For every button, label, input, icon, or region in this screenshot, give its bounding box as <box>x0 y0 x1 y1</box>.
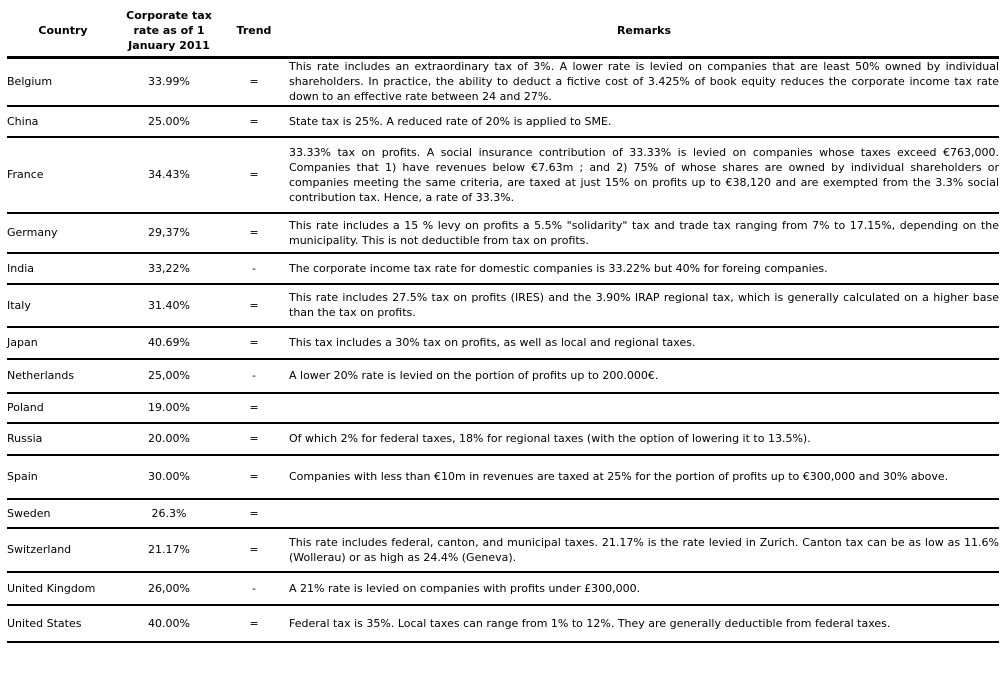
table-row <box>7 455 999 499</box>
rate-cell: 21.17% <box>119 528 219 572</box>
table-row <box>7 605 999 642</box>
header-rate-text: Corporate tax rate as of 1 January 2011 <box>126 8 212 52</box>
trend-cell: = <box>219 106 289 137</box>
trend-cell: = <box>219 393 289 423</box>
table-row <box>7 253 999 284</box>
remarks-cell: This rate includes a 15 % levy on profits a 5.5% "solidarity" tax and trade tax ranging from 7% to 17.15%, depending on the municipality. This is not deductible from tax on profits. <box>289 213 999 253</box>
table-row <box>7 359 999 393</box>
trend-cell: - <box>219 359 289 393</box>
remarks-cell: 33.33% tax on profits. A social insurance contribution of 33.33% is levied on companies whose taxes exceed €763,000. Companies that 1) have revenues below €7.63m ; and 2) 75% of whose shares are owned by individual shareholders or companies meeting the same criteria, are taxed at just 15% on profits up to €38,120 and are exempted from the 3.3% social contribution tax. Hence, a rate of 33.3%. <box>289 137 999 213</box>
country-cell: Switzerland <box>7 528 119 572</box>
header-remarks: Remarks <box>289 4 999 58</box>
header-trend: Trend <box>219 4 289 58</box>
table-row <box>7 284 999 327</box>
corporate-tax-table <box>7 4 999 643</box>
rate-cell: 26,00% <box>119 572 219 605</box>
trend-cell: - <box>219 253 289 284</box>
rate-cell: 25,00% <box>119 359 219 393</box>
trend-cell: - <box>219 572 289 605</box>
country-cell: Italy <box>7 284 119 327</box>
header-rate <box>119 4 219 58</box>
country-cell: Spain <box>7 455 119 499</box>
table-row <box>7 572 999 605</box>
country-cell: Poland <box>7 393 119 423</box>
remarks-cell: A lower 20% rate is levied on the portion of profits up to 200.000€. <box>289 359 999 393</box>
country-cell: Russia <box>7 423 119 455</box>
remarks-cell: Companies with less than €10m in revenues are taxed at 25% for the portion of profits up to €300,000 and 30% above. <box>289 455 999 499</box>
table-row <box>7 499 999 528</box>
rate-cell: 29,37% <box>119 213 219 253</box>
table-row <box>7 213 999 253</box>
rate-cell: 26.3% <box>119 499 219 528</box>
table-header-row <box>7 4 999 58</box>
remarks-cell: Of which 2% for federal taxes, 18% for regional taxes (with the option of lowering it to 13.5%). <box>289 423 999 455</box>
trend-cell: = <box>219 213 289 253</box>
trend-cell: = <box>219 528 289 572</box>
country-cell: Belgium <box>7 58 119 106</box>
remarks-cell: This rate includes an extraordinary tax of 3%. A lower rate is levied on companies that are least 50% owned by individual shareholders. In practice, the ability to deduct a fictive cost of 3.425% of book equity reduces the corporate income tax rate down to an effective rate between 24 and 27%. <box>289 58 999 106</box>
rate-cell: 20.00% <box>119 423 219 455</box>
remarks-cell: A 21% rate is levied on companies with profits under £300,000. <box>289 572 999 605</box>
rate-cell: 33,22% <box>119 253 219 284</box>
country-cell: India <box>7 253 119 284</box>
table-row <box>7 327 999 359</box>
trend-cell: = <box>219 137 289 213</box>
country-cell: Germany <box>7 213 119 253</box>
remarks-cell: State tax is 25%. A reduced rate of 20% is applied to SME. <box>289 106 999 137</box>
country-cell: United Kingdom <box>7 572 119 605</box>
trend-cell: = <box>219 455 289 499</box>
trend-cell: = <box>219 58 289 106</box>
table-row <box>7 528 999 572</box>
trend-cell: = <box>219 499 289 528</box>
rate-cell: 40.69% <box>119 327 219 359</box>
remarks-cell: This rate includes 27.5% tax on profits (IRES) and the 3.90% IRAP regional tax, which is generally calculated on a higher base than the tax on profits. <box>289 284 999 327</box>
remarks-cell: Federal tax is 35%. Local taxes can range from 1% to 12%. They are generally deductible from federal taxes. <box>289 605 999 642</box>
trend-cell: = <box>219 327 289 359</box>
rate-cell: 19.00% <box>119 393 219 423</box>
table-row <box>7 106 999 137</box>
country-cell: Japan <box>7 327 119 359</box>
table-row <box>7 137 999 213</box>
remarks-cell <box>289 499 999 528</box>
remarks-cell: The corporate income tax rate for domestic companies is 33.22% but 40% for foreing companies. <box>289 253 999 284</box>
table-row <box>7 393 999 423</box>
trend-cell: = <box>219 605 289 642</box>
table-row <box>7 58 999 106</box>
remarks-cell: This rate includes federal, canton, and municipal taxes. 21.17% is the rate levied in Zurich. Canton tax can be as low as 11.6% (Wollerau) or as high as 24.4% (Geneva). <box>289 528 999 572</box>
rate-cell: 40.00% <box>119 605 219 642</box>
rate-cell: 33.99% <box>119 58 219 106</box>
remarks-cell: This tax includes a 30% tax on profits, as well as local and regional taxes. <box>289 327 999 359</box>
country-cell: Netherlands <box>7 359 119 393</box>
trend-cell: = <box>219 284 289 327</box>
country-cell: China <box>7 106 119 137</box>
trend-cell: = <box>219 423 289 455</box>
header-country: Country <box>7 4 119 58</box>
rate-cell: 25.00% <box>119 106 219 137</box>
country-cell: Sweden <box>7 499 119 528</box>
table-row <box>7 423 999 455</box>
remarks-cell <box>289 393 999 423</box>
rate-cell: 30.00% <box>119 455 219 499</box>
rate-cell: 31.40% <box>119 284 219 327</box>
country-cell: France <box>7 137 119 213</box>
country-cell: United States <box>7 605 119 642</box>
rate-cell: 34.43% <box>119 137 219 213</box>
